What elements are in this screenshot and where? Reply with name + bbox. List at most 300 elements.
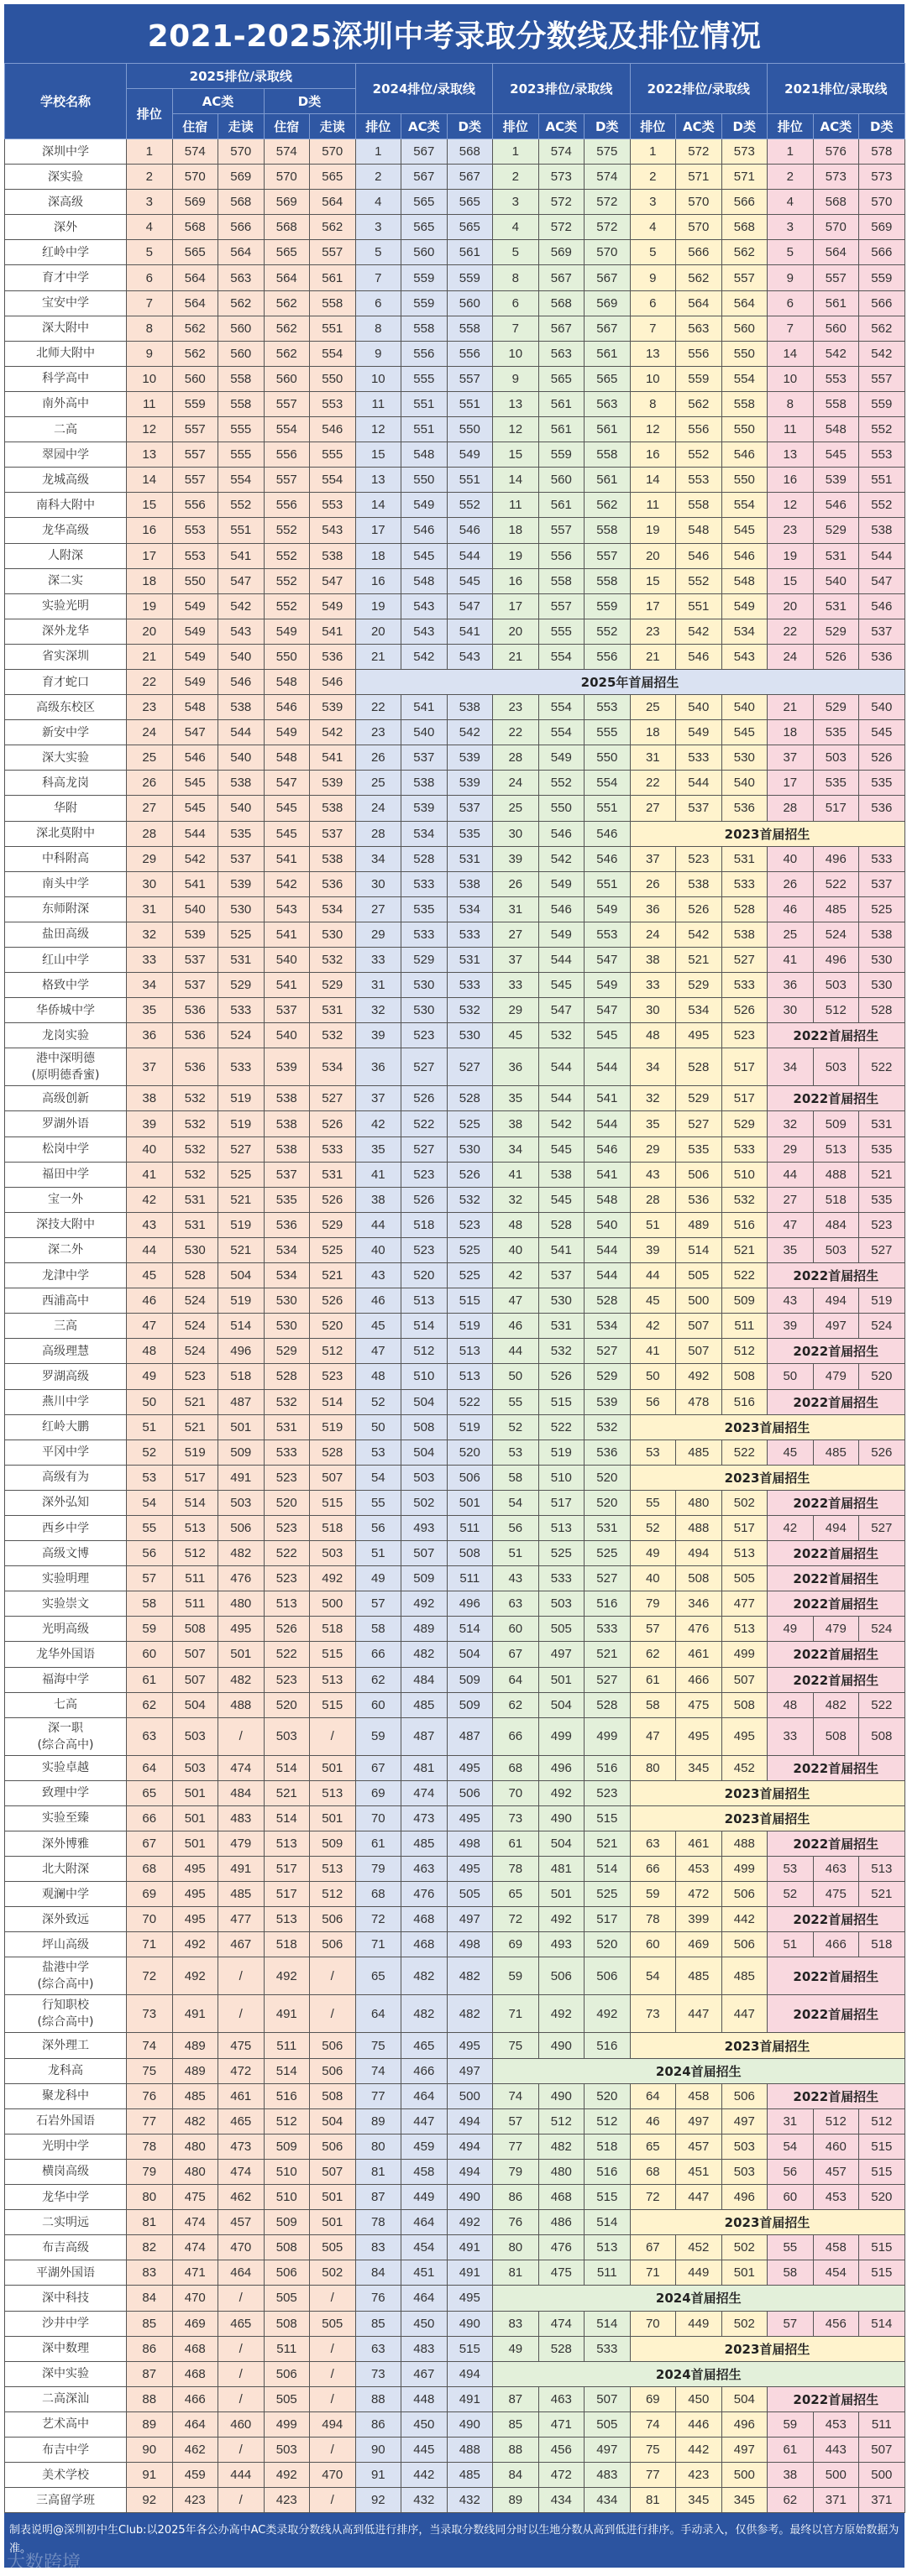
cell-2022-d: 550 (721, 417, 768, 442)
cell-2022-ac: 533 (676, 745, 722, 771)
cell-2022-d: 497 (721, 2108, 768, 2134)
cell-2025-ac-day: / (218, 1957, 265, 1995)
cell-2024-d: 513 (447, 1339, 493, 1364)
cell-2024-rank: 21 (355, 644, 401, 669)
cell-2025-d-day: 529 (310, 973, 356, 998)
cell-2022-rank: 55 (630, 1490, 676, 1515)
cell-2021-d: 538 (859, 922, 905, 947)
cell-2025-d-boarding: 552 (264, 518, 310, 543)
header-2025-d-day: 走读 (310, 114, 356, 139)
cell-2022-rank: 66 (630, 1857, 676, 1882)
cell-2025-ac-boarding: 549 (172, 593, 218, 619)
cell-2025-d-day: 501 (310, 1805, 356, 1831)
cell-2023-rank: 7 (493, 316, 539, 341)
cell-2023-ac: 561 (538, 391, 585, 416)
first-enrollment-note: 2025年首届招生 (355, 669, 904, 694)
cell-2024-ac: 448 (401, 2386, 448, 2411)
cell-2021-rank: 50 (768, 1364, 814, 1389)
cell-2025-ac-day: 540 (218, 644, 265, 669)
first-enrollment-note: 2022首届招生 (768, 1023, 905, 1048)
school-name: 龙津中学 (5, 1263, 127, 1288)
school-name: 华侨城中学 (5, 998, 127, 1023)
cell-2022-rank: 26 (630, 871, 676, 896)
cell-2025-d-boarding: 509 (264, 2134, 310, 2159)
cell-2025-ac-day: 530 (218, 896, 265, 922)
cell-2025-ac-boarding: 511 (172, 1566, 218, 1591)
cell-2023-d: 555 (585, 720, 631, 745)
cell-2021-d: 515 (859, 2235, 905, 2260)
cell-2025-ac-boarding: 524 (172, 1339, 218, 1364)
cell-2024-d: 501 (447, 1490, 493, 1515)
cell-2025-ac-day: / (218, 2386, 265, 2411)
table-row (5, 417, 905, 442)
cell-2023-rank: 68 (493, 1755, 539, 1780)
cell-2022-rank: 3 (630, 190, 676, 215)
cell-2022-d: 502 (721, 2311, 768, 2336)
cell-2023-d: 483 (585, 2463, 631, 2488)
cell-2023-d: 544 (585, 1048, 631, 1086)
table-row (5, 1048, 905, 1086)
cell-2022-rank: 13 (630, 341, 676, 366)
cell-2024-ac: 467 (401, 2361, 448, 2386)
cell-2025-d-day: 513 (310, 1667, 356, 1692)
cell-2024-ac: 549 (401, 493, 448, 518)
cell-2023-rank: 62 (493, 1692, 539, 1717)
cell-2024-rank: 46 (355, 1288, 401, 1314)
cell-2021-d: 507 (859, 2437, 905, 2462)
cell-2024-rank: 32 (355, 998, 401, 1023)
cell-2021-ac: 557 (813, 265, 859, 290)
cell-2023-d: 533 (585, 2336, 631, 2361)
cell-2025-ac-boarding: 550 (172, 568, 218, 593)
table-row (5, 1389, 905, 1414)
cell-2024-ac: 567 (401, 139, 448, 165)
cell-2022-rank: 27 (630, 796, 676, 821)
cell-2023-ac: 554 (538, 695, 585, 720)
cell-2025-d-boarding: 523 (264, 1465, 310, 1490)
cell-2024-d: 567 (447, 165, 493, 190)
cell-2023-rank: 55 (493, 1389, 539, 1414)
cell-2025-rank: 69 (127, 1882, 173, 1907)
header-2024-ac: AC类 (401, 114, 448, 139)
cell-2022-rank: 31 (630, 745, 676, 771)
cell-2023-rank: 72 (493, 1907, 539, 1932)
cell-2021-ac: 485 (813, 896, 859, 922)
cell-2021-d: 569 (859, 215, 905, 240)
cell-2025-d-boarding: 503 (264, 1717, 310, 1755)
cell-2023-rank: 34 (493, 1136, 539, 1162)
cell-2025-d-day: 553 (310, 493, 356, 518)
cell-2025-ac-day: 477 (218, 1907, 265, 1932)
cell-2024-ac: 464 (401, 2286, 448, 2311)
cell-2022-rank: 40 (630, 1566, 676, 1591)
school-name: 盐港中学 (综合高中) (5, 1957, 127, 1995)
cell-2024-d: 543 (447, 644, 493, 669)
school-name: 西乡中学 (5, 1515, 127, 1540)
cell-2024-rank: 6 (355, 290, 401, 316)
cell-2025-rank: 15 (127, 493, 173, 518)
cell-2023-ac: 556 (538, 543, 585, 568)
first-enrollment-note: 2024首届招生 (493, 2286, 905, 2311)
cell-2025-d-boarding: 423 (264, 2488, 310, 2513)
cell-2022-rank: 52 (630, 1515, 676, 1540)
cell-2021-d: 537 (859, 871, 905, 896)
cell-2022-d: 566 (721, 190, 768, 215)
school-name: 二实明远 (5, 2210, 127, 2235)
cell-2025-ac-boarding: 492 (172, 1957, 218, 1995)
cell-2025-d-boarding: 530 (264, 1288, 310, 1314)
school-name: 深一职 (综合高中) (5, 1717, 127, 1755)
cell-2023-rank: 59 (493, 1957, 539, 1995)
cell-2023-d: 570 (585, 240, 631, 265)
cell-2022-rank: 24 (630, 922, 676, 947)
cell-2025-d-day: 503 (310, 1541, 356, 1566)
first-enrollment-note: 2022首届招生 (768, 2386, 905, 2411)
cell-2025-ac-day: / (218, 2361, 265, 2386)
cell-2021-ac: 454 (813, 2260, 859, 2286)
footer-note (4, 2513, 904, 2568)
cell-2021-d: 553 (859, 442, 905, 468)
cell-2021-d: 531 (859, 1111, 905, 1136)
cell-2024-d: 568 (447, 139, 493, 165)
cell-2025-ac-day: 474 (218, 2159, 265, 2184)
cell-2023-ac: 569 (538, 240, 585, 265)
cell-2023-rank: 5 (493, 240, 539, 265)
cell-2025-d-day: / (310, 1717, 356, 1755)
cell-2021-rank: 10 (768, 366, 814, 391)
cell-2025-d-boarding: 531 (264, 1414, 310, 1440)
cell-2022-ac: 472 (676, 1882, 722, 1907)
cell-2023-d: 499 (585, 1717, 631, 1755)
cell-2025-d-day: 558 (310, 290, 356, 316)
cell-2024-d: 494 (447, 2134, 493, 2159)
cell-2025-ac-boarding: 541 (172, 871, 218, 896)
header-2022-rank: 排位 (630, 114, 676, 139)
cell-2022-rank: 77 (630, 2463, 676, 2488)
school-name: 深二实 (5, 568, 127, 593)
cell-2023-d: 511 (585, 2260, 631, 2286)
cell-2025-rank: 78 (127, 2134, 173, 2159)
cell-2021-rank: 61 (768, 2437, 814, 2462)
cell-2024-ac: 546 (401, 518, 448, 543)
table-row (5, 720, 905, 745)
cell-2025-d-boarding: 514 (264, 2058, 310, 2083)
cell-2025-ac-boarding: 519 (172, 1440, 218, 1465)
cell-2024-rank: 19 (355, 593, 401, 619)
cell-2022-d: 505 (721, 1566, 768, 1591)
cell-2025-rank: 25 (127, 745, 173, 771)
cell-2025-d-day: 550 (310, 366, 356, 391)
cell-2025-ac-day: 540 (218, 796, 265, 821)
cell-2025-rank: 66 (127, 1805, 173, 1831)
cell-2025-d-day: 562 (310, 215, 356, 240)
cell-2023-d: 546 (585, 821, 631, 846)
cell-2024-rank: 60 (355, 1692, 401, 1717)
cell-2024-d: 526 (447, 1162, 493, 1187)
cell-2025-ac-boarding: 536 (172, 1048, 218, 1086)
table-row (5, 1882, 905, 1907)
cell-2021-ac: 496 (813, 948, 859, 973)
cell-2024-ac: 533 (401, 871, 448, 896)
cell-2021-ac: 371 (813, 2488, 859, 2513)
cell-2021-d: 546 (859, 593, 905, 619)
cell-2024-rank: 39 (355, 1023, 401, 1048)
cell-2022-rank: 18 (630, 720, 676, 745)
cell-2025-ac-day: 479 (218, 1831, 265, 1857)
cell-2024-d: 558 (447, 316, 493, 341)
cell-2025-d-boarding: 547 (264, 771, 310, 796)
cell-2022-d: 506 (721, 2083, 768, 2108)
cell-2023-ac: 531 (538, 1314, 585, 1339)
cell-2023-d: 527 (585, 1667, 631, 1692)
cell-2023-d: 574 (585, 165, 631, 190)
cell-2024-d: 497 (447, 1907, 493, 1932)
cell-2022-rank: 35 (630, 1111, 676, 1136)
cell-2022-rank: 47 (630, 1717, 676, 1755)
school-name: 深外 (5, 215, 127, 240)
cell-2025-d-day: 502 (310, 2260, 356, 2286)
cell-2024-rank: 69 (355, 1780, 401, 1805)
cell-2023-rank: 24 (493, 771, 539, 796)
cell-2022-ac: 452 (676, 2235, 722, 2260)
cell-2022-d: 549 (721, 593, 768, 619)
cell-2023-rank: 29 (493, 998, 539, 1023)
cell-2022-rank: 4 (630, 215, 676, 240)
cell-2023-rank: 44 (493, 1339, 539, 1364)
cell-2025-rank: 13 (127, 442, 173, 468)
table-row (5, 669, 905, 694)
table-row (5, 745, 905, 771)
cell-2024-d: 534 (447, 896, 493, 922)
table-row (5, 1642, 905, 1667)
cell-2023-ac: 565 (538, 366, 585, 391)
cell-2024-d: 523 (447, 1212, 493, 1237)
cell-2023-ac: 544 (538, 1048, 585, 1086)
cell-2025-rank: 76 (127, 2083, 173, 2108)
cell-2022-ac: 345 (676, 2488, 722, 2513)
table-row (5, 2235, 905, 2260)
first-enrollment-note: 2023首届招生 (630, 2336, 904, 2361)
cell-2024-ac: 449 (401, 2185, 448, 2210)
cell-2025-rank: 17 (127, 543, 173, 568)
cell-2025-d-day: 507 (310, 1465, 356, 1490)
cell-2022-rank: 28 (630, 1187, 676, 1212)
cell-2024-ac: 523 (401, 1237, 448, 1262)
cell-2023-rank: 8 (493, 265, 539, 290)
cell-2022-rank: 57 (630, 1617, 676, 1642)
cell-2023-ac: 525 (538, 1541, 585, 1566)
cell-2025-ac-boarding: 548 (172, 695, 218, 720)
cell-2022-rank: 36 (630, 896, 676, 922)
cell-2025-d-boarding: 512 (264, 2108, 310, 2134)
cell-2025-d-day: / (310, 2488, 356, 2513)
cell-2025-rank: 61 (127, 1667, 173, 1692)
cell-2021-rank: 32 (768, 1111, 814, 1136)
cell-2025-ac-boarding: 553 (172, 518, 218, 543)
school-name: 华附 (5, 796, 127, 821)
school-name: 致理中学 (5, 1780, 127, 1805)
table-row (5, 442, 905, 468)
cell-2024-rank: 67 (355, 1755, 401, 1780)
cell-2025-d-day: / (310, 2386, 356, 2411)
cell-2025-d-boarding: 541 (264, 922, 310, 947)
school-name: 布吉中学 (5, 2437, 127, 2462)
cell-2025-d-boarding: 562 (264, 316, 310, 341)
cell-2021-ac: 466 (813, 1932, 859, 1957)
cell-2023-rank: 41 (493, 1162, 539, 1187)
cell-2024-d: 541 (447, 619, 493, 644)
cell-2024-ac: 567 (401, 165, 448, 190)
cell-2023-rank: 63 (493, 1591, 539, 1617)
cell-2024-ac: 504 (401, 1440, 448, 1465)
cell-2024-ac: 454 (401, 2235, 448, 2260)
cell-2022-rank: 81 (630, 2488, 676, 2513)
cell-2025-rank: 16 (127, 518, 173, 543)
cell-2025-d-boarding: 574 (264, 139, 310, 165)
cell-2021-d: 573 (859, 165, 905, 190)
header-2025: 2025排位/录取线 (127, 64, 356, 89)
cell-2025-d-day: 512 (310, 1882, 356, 1907)
cell-2025-d-day: 532 (310, 948, 356, 973)
cell-2022-rank: 30 (630, 998, 676, 1023)
cell-2024-d: 509 (447, 1667, 493, 1692)
cell-2025-ac-day: 475 (218, 2033, 265, 2058)
cell-2024-d: 520 (447, 1440, 493, 1465)
cell-2023-d: 497 (585, 2437, 631, 2462)
cell-2025-d-boarding: 564 (264, 265, 310, 290)
table-row (5, 2260, 905, 2286)
cell-2024-d: 538 (447, 695, 493, 720)
cell-2023-rank: 11 (493, 493, 539, 518)
cell-2022-d: 546 (721, 543, 768, 568)
cell-2025-d-day: 515 (310, 1692, 356, 1717)
cell-2025-d-boarding: 521 (264, 1780, 310, 1805)
cell-2025-d-day: 527 (310, 1086, 356, 1111)
school-name: 燕川中学 (5, 1389, 127, 1414)
cell-2024-ac: 534 (401, 821, 448, 846)
cell-2022-ac: 492 (676, 1364, 722, 1389)
cell-2025-ac-day: 555 (218, 442, 265, 468)
table-row (5, 139, 905, 165)
cell-2021-d: 536 (859, 644, 905, 669)
table-row (5, 2185, 905, 2210)
cell-2025-ac-boarding: 468 (172, 2361, 218, 2386)
cell-2022-d: 512 (721, 1339, 768, 1364)
cell-2025-rank: 26 (127, 771, 173, 796)
table-row (5, 2336, 905, 2361)
cell-2024-d: 565 (447, 215, 493, 240)
cell-2025-d-boarding: 548 (264, 669, 310, 694)
cell-2024-ac: 510 (401, 1364, 448, 1389)
cell-2022-ac: 506 (676, 1162, 722, 1187)
cell-2023-d: 512 (585, 2108, 631, 2134)
cell-2024-d: 532 (447, 998, 493, 1023)
cell-2023-rank: 30 (493, 821, 539, 846)
cell-2025-d-day: 541 (310, 745, 356, 771)
cell-2023-rank: 14 (493, 468, 539, 493)
table-row (5, 568, 905, 593)
cell-2025-rank: 81 (127, 2210, 173, 2235)
cell-2022-ac: 451 (676, 2159, 722, 2184)
cell-2022-rank: 7 (630, 316, 676, 341)
table-row (5, 821, 905, 846)
cell-2025-ac-boarding: 531 (172, 1212, 218, 1237)
cell-2024-ac: 487 (401, 1717, 448, 1755)
cell-2024-rank: 71 (355, 1932, 401, 1957)
cell-2025-d-boarding: 533 (264, 1440, 310, 1465)
cell-2021-rank: 45 (768, 1440, 814, 1465)
cell-2025-d-boarding: 529 (264, 1339, 310, 1364)
cell-2024-rank: 55 (355, 1490, 401, 1515)
first-enrollment-note: 2022首届招生 (768, 1831, 905, 1857)
first-enrollment-note: 2023首届招生 (630, 1805, 904, 1831)
cell-2025-ac-day: 501 (218, 1642, 265, 1667)
cell-2023-rank: 84 (493, 2463, 539, 2488)
cell-2025-rank: 60 (127, 1642, 173, 1667)
cell-2025-d-boarding: 560 (264, 366, 310, 391)
cell-2022-ac: 552 (676, 442, 722, 468)
cell-2021-ac: 475 (813, 1882, 859, 1907)
cell-2025-d-boarding: 539 (264, 1048, 310, 1086)
table-row (5, 543, 905, 568)
cell-2023-rank: 58 (493, 1465, 539, 1490)
cell-2023-ac: 558 (538, 568, 585, 593)
cell-2025-ac-boarding: 462 (172, 2437, 218, 2462)
cell-2025-ac-boarding: 480 (172, 2134, 218, 2159)
school-name: 中科附高 (5, 846, 127, 871)
cell-2025-rank: 14 (127, 468, 173, 493)
cell-2025-ac-boarding: 557 (172, 417, 218, 442)
table-row (5, 265, 905, 290)
cell-2025-ac-boarding: 537 (172, 973, 218, 998)
cell-2023-ac: 505 (538, 1617, 585, 1642)
cell-2023-d: 521 (585, 1642, 631, 1667)
cell-2025-ac-day: 527 (218, 1136, 265, 1162)
cell-2022-ac: 508 (676, 1566, 722, 1591)
cell-2025-d-day: 506 (310, 1907, 356, 1932)
cell-2025-rank: 77 (127, 2108, 173, 2134)
cell-2022-rank: 56 (630, 1389, 676, 1414)
cell-2023-rank: 77 (493, 2134, 539, 2159)
cell-2023-d: 544 (585, 1263, 631, 1288)
cell-2024-rank: 50 (355, 1414, 401, 1440)
cell-2025-ac-boarding: 501 (172, 1831, 218, 1857)
cell-2025-rank: 34 (127, 973, 173, 998)
cell-2023-rank: 39 (493, 846, 539, 871)
school-name: 七高 (5, 1692, 127, 1717)
cell-2023-rank: 71 (493, 1995, 539, 2033)
header-2023-d: D类 (585, 114, 631, 139)
cell-2025-d-boarding: 534 (264, 1237, 310, 1262)
cell-2025-rank: 29 (127, 846, 173, 871)
cell-2025-rank: 85 (127, 2311, 173, 2336)
cell-2021-d: 527 (859, 1237, 905, 1262)
cell-2022-d: 533 (721, 871, 768, 896)
cell-2024-rank: 38 (355, 1187, 401, 1212)
cell-2024-rank: 57 (355, 1591, 401, 1617)
cell-2021-rank: 44 (768, 1162, 814, 1187)
cell-2025-ac-boarding: 514 (172, 1490, 218, 1515)
cell-2021-rank: 11 (768, 417, 814, 442)
cell-2025-rank: 67 (127, 1831, 173, 1857)
cell-2022-d: 499 (721, 1642, 768, 1667)
cell-2025-d-day: 531 (310, 998, 356, 1023)
cell-2021-ac: 553 (813, 366, 859, 391)
cell-2021-rank: 31 (768, 2108, 814, 2134)
cell-2025-ac-day: 554 (218, 468, 265, 493)
header-2023: 2023排位/录取线 (493, 64, 631, 114)
cell-2021-ac: 488 (813, 1162, 859, 1187)
